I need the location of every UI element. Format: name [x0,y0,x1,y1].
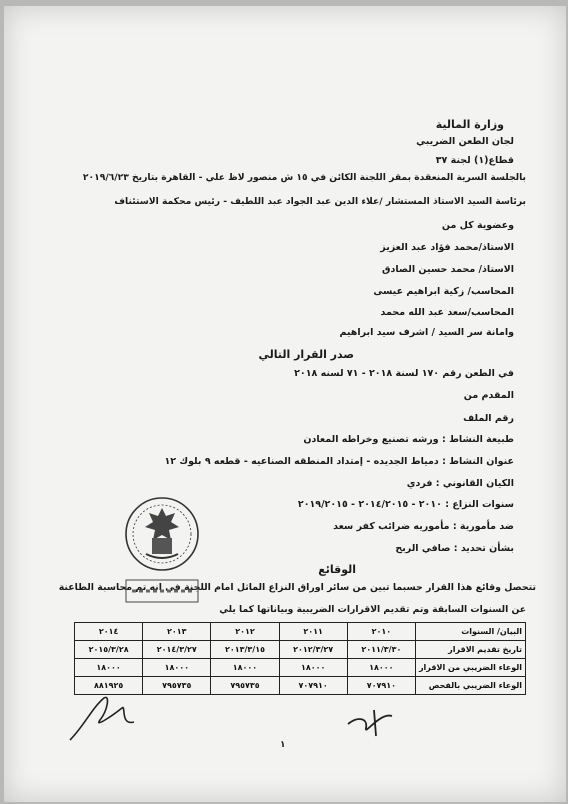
activity-type: طبيعة النشاط : ورشه تصنيع وخراطه المعادن [303,434,514,445]
membership-line: وعضوية كل من [441,220,514,231]
table-cell: ٢٠١١/٣/٣٠ [347,641,415,659]
table-cell: ٢٠١٤ [75,623,143,641]
table-row [75,659,526,677]
table-cell: البيان/ السنوات [415,623,525,641]
table-cell: ١٨٠٠٠ [211,659,279,677]
legal-entity: الكيان القانوني : فردي [406,478,514,489]
table-cell: ٧٩٥٧٣٥ [211,677,279,695]
member-2: الاستاذ/ محمد حسين الصادق [381,264,514,275]
table-cell: ١٨٠٠٠ [279,659,347,677]
table-cell: ٢٠١٣/٣/١٥ [211,641,279,659]
table-cell: ٢٠١٢ [211,623,279,641]
handwritten-signature-right [344,706,404,740]
table-cell: ٧٩٥٧٣٥ [143,677,211,695]
table-cell: ٢٠١٥/٣/٢٨ [75,641,143,659]
document-page [4,6,566,802]
table-cell: ١٨٠٠٠ [347,659,415,677]
facts-paragraph-1: تتحصل وقائع هذا القرار حسبما تبين من سائر اوراق النزاع الماثل امام اللجنة في انه تم محاسبة الطاعنة [58,582,536,593]
table-cell: الوعاء الضريبي من الاقرار [415,659,525,677]
table-cell: ٧٠٧٩١٠ [347,677,415,695]
table-cell: ٧٠٧٩١٠ [279,677,347,695]
table-cell: ٢٠١٠ [347,623,415,641]
member-4: المحاسب/سعد عبد الله محمد [380,307,514,318]
table-cell: ٨٨١٩٢٥ [75,677,143,695]
table-cell: ٢٠١١ [279,623,347,641]
chair-line: برئاسة السيد الاستاذ المستشار /علاء الدين عبد الجواد عبد اللطيف - رئيس محكمة الاستئناف [114,196,526,207]
table-cell: تاريخ تقديم الاقرار [415,641,525,659]
secretary-line: وامانة سر السيد / اشرف سيد ابراهيم [339,327,514,338]
table-cell: ١٨٠٠٠ [143,659,211,677]
appeal-number: في الطعن رقم ١٧٠ لسنة ٢٠١٨ - ٧١ لسنه ٢٠١٨ [294,368,514,379]
dispute-years: سنوات النزاع : ٢٠١٠ - ٢٠١٤/٢٠١٥ - ٢٠١٩/٢٠١٥ [297,499,514,510]
table-cell: ٢٠١٢/٣/٢٧ [279,641,347,659]
table-cell: ٢٠١٣ [143,623,211,641]
sector-committee: قطاع(١) لجنة ٣٧ [435,155,514,166]
handwritten-signature-left [64,686,144,746]
table-cell: الوعاء الضريبي بالفحص [415,677,525,695]
file-number: رقم الملف [463,413,514,424]
table-cell: ٢٠١٤/٣/٢٧ [143,641,211,659]
tax-office: ضد مأمورية : مأموريه ضرائب كفر سعد [333,521,514,532]
subject-of-dispute: بشأن تحديد : صافي الربح [395,543,514,554]
member-1: الاستاذ/محمد فؤاد عبد العزيز [380,242,514,253]
table-header-row [75,623,526,641]
activity-address: عنوان النشاط : دمياط الجديده - إمتداد المنطقه الصناعيه - قطعه ٩ بلوك ١٢ [164,456,514,467]
facts-heading: الوقائع [318,563,356,576]
ministry-name: وزارة المالية [435,118,504,131]
official-seal-stamp [116,494,208,612]
decision-heading: صدر القرار التالي [258,348,354,361]
page-number: ١ [280,740,286,750]
tax-returns-table [74,622,526,695]
appellant-from: المقدم من [463,390,514,401]
table-cell: ١٨٠٠٠ [75,659,143,677]
committees-name: لجان الطعن الضريبي [416,136,514,147]
member-3: المحاسب/ زكية ابراهيم عيسى [373,286,514,297]
facts-paragraph-2: عن السنوات السابقة وتم تقديم الاقرارات الضريبية وبياناتها كما يلي [219,604,526,615]
table-row [75,641,526,659]
session-line: بالجلسة السرية المنعقدة بمقر اللجنة الكائن في ١٥ ش منصور لاظ علي - القاهرة بتاريخ ٢٠١٩/٦/٢٣ [82,172,526,183]
